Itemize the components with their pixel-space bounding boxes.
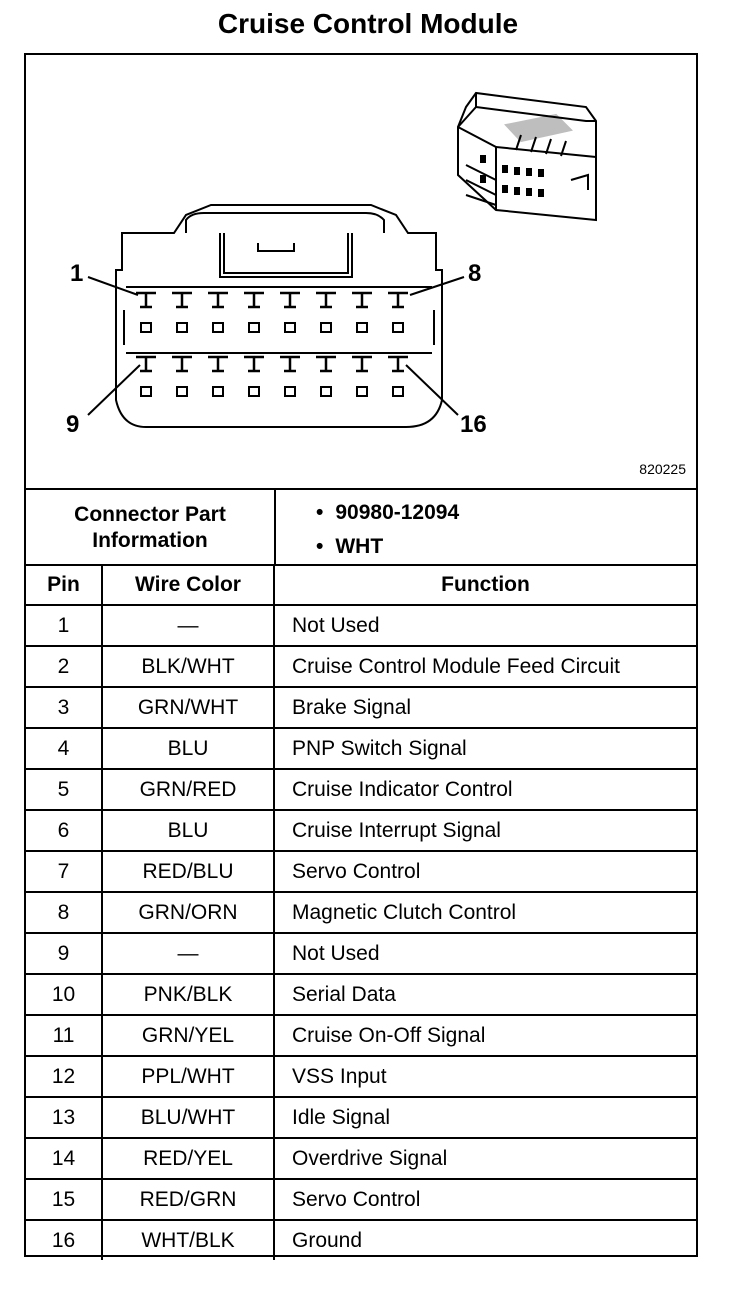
connector-face-drawing: [26, 55, 696, 488]
table-row: [26, 933, 696, 974]
wire-color-cell: RED/BLU: [102, 851, 274, 892]
function-cell: Magnetic Clutch Control: [274, 892, 696, 933]
pin-cell: 16: [26, 1220, 102, 1260]
pin-cell: 13: [26, 1097, 102, 1138]
table-row: [26, 1220, 696, 1260]
function-cell: VSS Input: [274, 1056, 696, 1097]
wire-color-cell: RED/GRN: [102, 1179, 274, 1220]
wire-color-cell: RED/YEL: [102, 1138, 274, 1179]
pin-cell: 11: [26, 1015, 102, 1056]
table-row: [26, 851, 696, 892]
pin-table-header: [26, 565, 696, 605]
header-pin: Pin: [26, 565, 102, 605]
table-row: [26, 1015, 696, 1056]
wire-color-cell: BLU: [102, 810, 274, 851]
connector-info-label-line2: Information: [92, 529, 208, 552]
terminal-row-top-locks: [141, 323, 403, 332]
function-cell: Serial Data: [274, 974, 696, 1015]
figure-id: 820225: [639, 461, 686, 477]
table-row: [26, 974, 696, 1015]
pin-cell: 14: [26, 1138, 102, 1179]
pin-cell: 15: [26, 1179, 102, 1220]
pin-8-label: 8: [468, 260, 482, 287]
pin-cell: 1: [26, 605, 102, 646]
header-wire-color: Wire Color: [102, 565, 274, 605]
connector-info-details: [276, 490, 696, 566]
table-row: [26, 646, 696, 687]
pin-9-label: 9: [66, 411, 80, 438]
pin-cell: 6: [26, 810, 102, 851]
function-cell: Not Used: [274, 933, 696, 974]
connector-3d-icon: [458, 93, 596, 220]
table-row: [26, 687, 696, 728]
table-row: [26, 810, 696, 851]
wire-color-cell: PNK/BLK: [102, 974, 274, 1015]
function-cell: Brake Signal: [274, 687, 696, 728]
wire-color-cell: BLU: [102, 728, 274, 769]
terminal-row-top: [136, 293, 408, 307]
wire-color-cell: —: [102, 605, 274, 646]
function-cell: Cruise Interrupt Signal: [274, 810, 696, 851]
wire-color-cell: GRN/RED: [102, 769, 274, 810]
wire-color-cell: GRN/ORN: [102, 892, 274, 933]
wire-color-cell: PPL/WHT: [102, 1056, 274, 1097]
function-cell: Servo Control: [274, 1179, 696, 1220]
table-row: [26, 769, 696, 810]
wire-color-cell: WHT/BLK: [102, 1220, 274, 1260]
function-cell: Servo Control: [274, 851, 696, 892]
function-cell: Cruise On-Off Signal: [274, 1015, 696, 1056]
connector-frame: [24, 53, 698, 1257]
connector-info-label: [26, 490, 276, 566]
pin-1-label: 1: [70, 260, 84, 287]
wire-color-cell: GRN/YEL: [102, 1015, 274, 1056]
terminal-row-bottom-locks: [141, 387, 403, 396]
pin-cell: 9: [26, 933, 102, 974]
pin-cell: 3: [26, 687, 102, 728]
connector-info-section: [26, 488, 696, 566]
table-row: [26, 728, 696, 769]
part-number: • 90980-12094: [316, 501, 460, 524]
table-row: [26, 1056, 696, 1097]
pin-cell: 5: [26, 769, 102, 810]
table-row: [26, 605, 696, 646]
bullet-icon: •: [316, 501, 324, 524]
function-cell: Overdrive Signal: [274, 1138, 696, 1179]
pin-cell: 7: [26, 851, 102, 892]
pin-cell: 10: [26, 974, 102, 1015]
connector-diagram: [26, 55, 696, 488]
function-cell: Ground: [274, 1220, 696, 1260]
pin-leader-lines: [88, 277, 464, 415]
pin-16-label: 16: [460, 411, 487, 438]
wire-color-cell: GRN/WHT: [102, 687, 274, 728]
function-cell: Not Used: [274, 605, 696, 646]
connector-info-label-line1: Connector Part: [74, 503, 226, 526]
page-title: Cruise Control Module: [217, 8, 519, 39]
table-row: [26, 892, 696, 933]
function-cell: Idle Signal: [274, 1097, 696, 1138]
pin-cell: 2: [26, 646, 102, 687]
pin-cell: 4: [26, 728, 102, 769]
pin-cell: 12: [26, 1056, 102, 1097]
wire-color-cell: BLU/WHT: [102, 1097, 274, 1138]
header-function: Function: [274, 565, 696, 605]
table-row: [26, 1138, 696, 1179]
table-row: [26, 1097, 696, 1138]
pin-table: [26, 564, 696, 1260]
connector-color: • WHT: [316, 535, 384, 558]
wire-color-cell: BLK/WHT: [102, 646, 274, 687]
terminal-row-bottom: [136, 357, 408, 371]
function-cell: Cruise Control Module Feed Circuit: [274, 646, 696, 687]
wire-color-cell: —: [102, 933, 274, 974]
function-cell: PNP Switch Signal: [274, 728, 696, 769]
pin-cell: 8: [26, 892, 102, 933]
bullet-icon: •: [316, 535, 324, 558]
table-row: [26, 1179, 696, 1220]
function-cell: Cruise Indicator Control: [274, 769, 696, 810]
